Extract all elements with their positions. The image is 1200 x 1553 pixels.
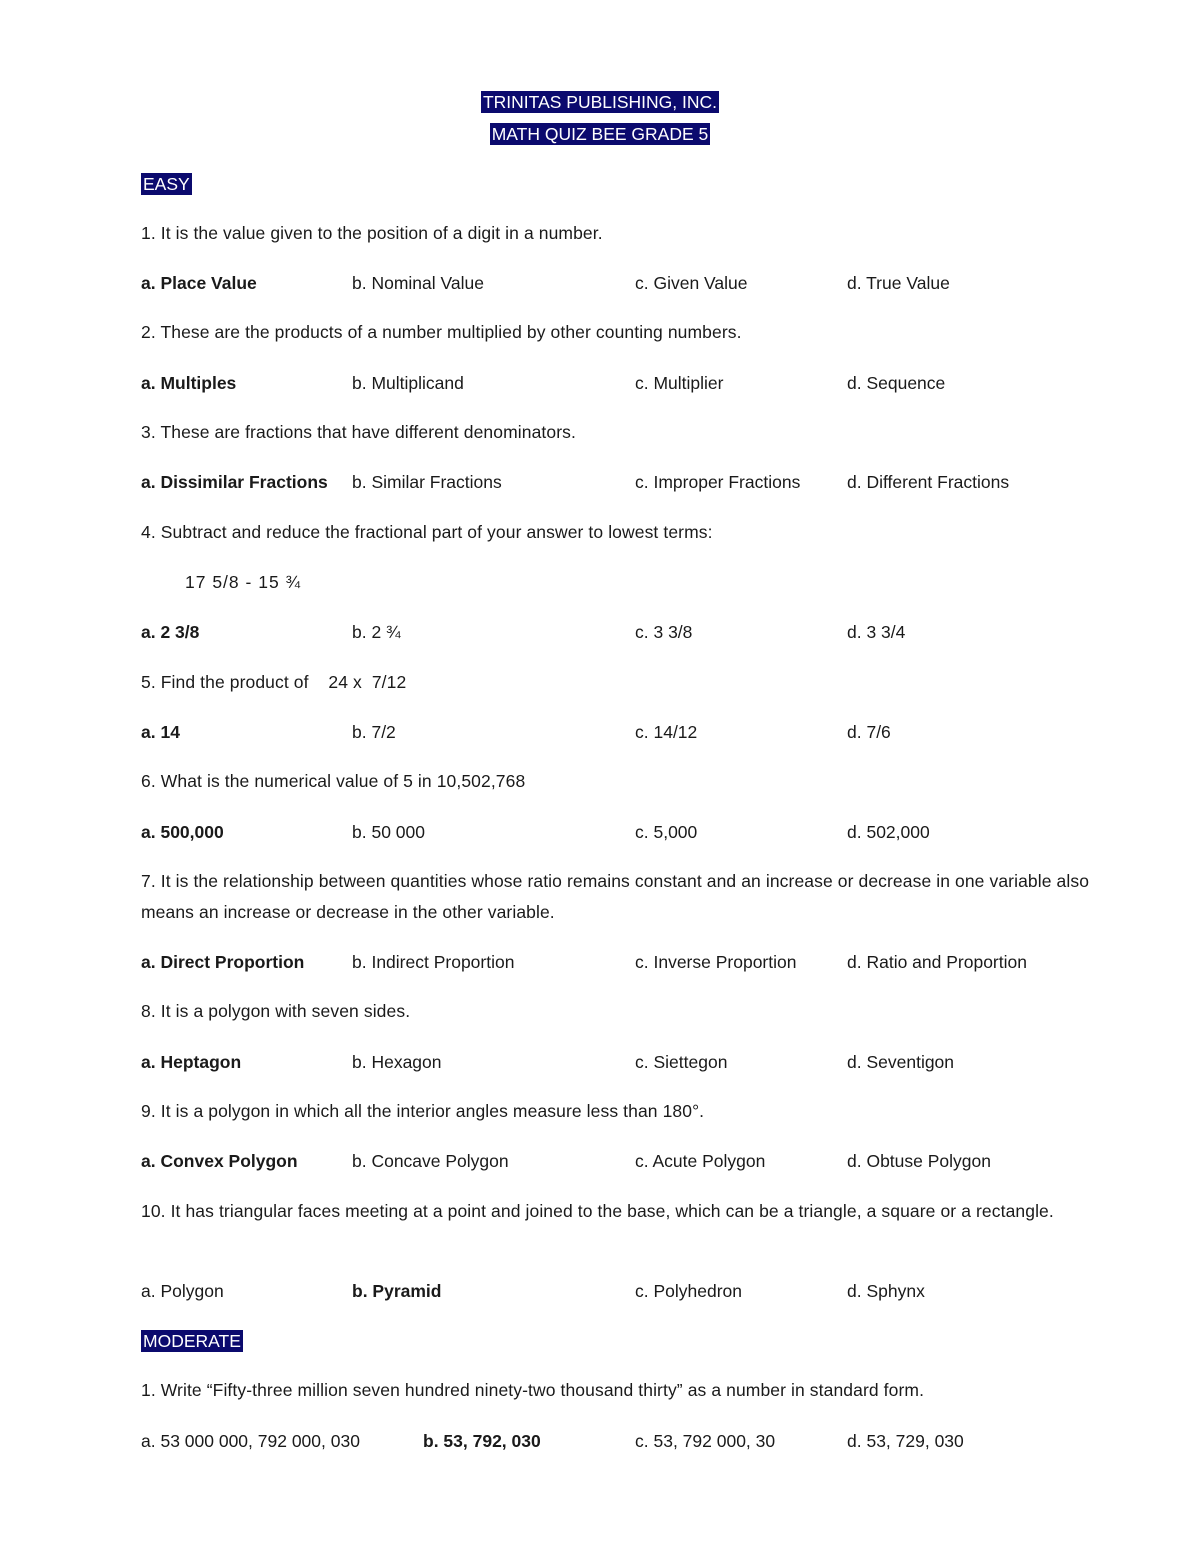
option-a: a. Place Value: [141, 273, 257, 293]
option-c: c. Given Value: [635, 273, 748, 293]
option-a: a. 500,000: [141, 822, 224, 842]
option-d: d. Ratio and Proportion: [847, 952, 1027, 972]
option-b: b. Concave Polygon: [352, 1151, 509, 1171]
section-easy-heading: [141, 171, 192, 197]
question-6: 6. What is the numerical value of 5 in 10,502,768: [141, 771, 526, 791]
question-4: 4. Subtract and reduce the fractional part of your answer to lowest terms:: [141, 522, 713, 542]
option-c: c. 14/12: [635, 722, 698, 742]
options-9: [0, 1148, 1200, 1174]
quiz-title-header: [0, 121, 1200, 147]
question-7: 7. It is the relationship between quantities whose ratio remains constant and an increase or decrease in one variable also means an increase or decrease in the other variable.: [141, 871, 1090, 922]
option-c: c. Multiplier: [635, 373, 724, 393]
publisher-name: TRINITAS PUBLISHING, INC.: [482, 92, 717, 112]
option-d: d. 53, 729, 030: [847, 1431, 964, 1451]
option-a: a. 2 3/8: [141, 622, 200, 642]
option-c: c. 53, 792 000, 30: [635, 1431, 776, 1451]
section-moderate-heading: [141, 1328, 243, 1354]
option-c: c. Acute Polygon: [635, 1151, 766, 1171]
option-d: d. Different Fractions: [847, 472, 1010, 492]
option-a: a. Dissimilar Fractions: [141, 472, 328, 492]
option-d: d. Sphynx: [847, 1281, 925, 1301]
question-2: 2. These are the products of a number multiplied by other counting numbers.: [141, 322, 742, 342]
option-a: a. Multiples: [141, 373, 237, 393]
option-b: b. Similar Fractions: [352, 472, 502, 492]
option-d: d. 3 3/4: [847, 622, 906, 642]
moderate-options-1: [0, 1428, 1200, 1454]
option-d: d. Obtuse Polygon: [847, 1151, 991, 1171]
question-8: 8. It is a polygon with seven sides.: [141, 1001, 411, 1021]
option-b: b. Pyramid: [352, 1281, 442, 1301]
option-b: b. 7/2: [352, 722, 396, 742]
option-b: b. Nominal Value: [352, 273, 484, 293]
question-10: 10. It has triangular faces meeting at a point and joined to the base, which can be a triangle, a square or a rectangle.: [141, 1201, 1054, 1221]
option-a: a. Polygon: [141, 1281, 224, 1301]
section-easy-label: EASY: [143, 174, 190, 194]
option-a: a. 53 000 000, 792 000, 030: [141, 1431, 360, 1451]
option-b: b. Indirect Proportion: [352, 952, 515, 972]
option-c: c. Inverse Proportion: [635, 952, 797, 972]
option-a: a. Heptagon: [141, 1052, 242, 1072]
options-8: [0, 1049, 1200, 1075]
option-a: a. 14: [141, 722, 180, 742]
question-3: 3. These are fractions that have different denominators.: [141, 422, 576, 442]
option-b: b. 50 000: [352, 822, 425, 842]
option-d: d. Sequence: [847, 373, 946, 393]
option-a: a. Convex Polygon: [141, 1151, 298, 1171]
option-d: d. Seventigon: [847, 1052, 955, 1072]
options-6: [0, 819, 1200, 845]
question-9: 9. It is a polygon in which all the interior angles measure less than 180°.: [141, 1101, 705, 1121]
option-c: c. Siettegon: [635, 1052, 728, 1072]
option-c: c. Improper Fractions: [635, 472, 801, 492]
publisher-header: [0, 89, 1200, 115]
options-7: [0, 949, 1200, 975]
options-3: [0, 469, 1200, 495]
option-b: b. Hexagon: [352, 1052, 442, 1072]
option-b: b. Multiplicand: [352, 373, 464, 393]
question-5: 5. Find the product of 24 x 7/12: [141, 672, 407, 692]
options-5: [0, 719, 1200, 745]
option-c: c. 5,000: [635, 822, 698, 842]
option-d: d. 502,000: [847, 822, 930, 842]
option-c: c. Polyhedron: [635, 1281, 743, 1301]
option-a: a. Direct Proportion: [141, 952, 305, 972]
option-b: b. 2 ¾: [352, 622, 401, 642]
question-4-expression: 17 5/8 - 15 ¾: [185, 572, 302, 592]
options-2: [0, 370, 1200, 396]
option-d: d. 7/6: [847, 722, 891, 742]
options-4: [0, 619, 1200, 645]
option-b: b. 53, 792, 030: [423, 1431, 541, 1451]
option-c: c. 3 3/8: [635, 622, 693, 642]
question-1: 1. It is the value given to the position of a digit in a number.: [141, 223, 603, 243]
options-10: [0, 1278, 1200, 1304]
section-moderate-label: MODERATE: [143, 1331, 241, 1351]
moderate-question-1: 1. Write “Fifty-three million seven hundred ninety-two thousand thirty” as a number in standard form.: [141, 1380, 925, 1400]
quiz-title: MATH QUIZ BEE GRADE 5: [491, 124, 709, 144]
option-d: d. True Value: [847, 273, 950, 293]
options-1: [0, 270, 1200, 296]
